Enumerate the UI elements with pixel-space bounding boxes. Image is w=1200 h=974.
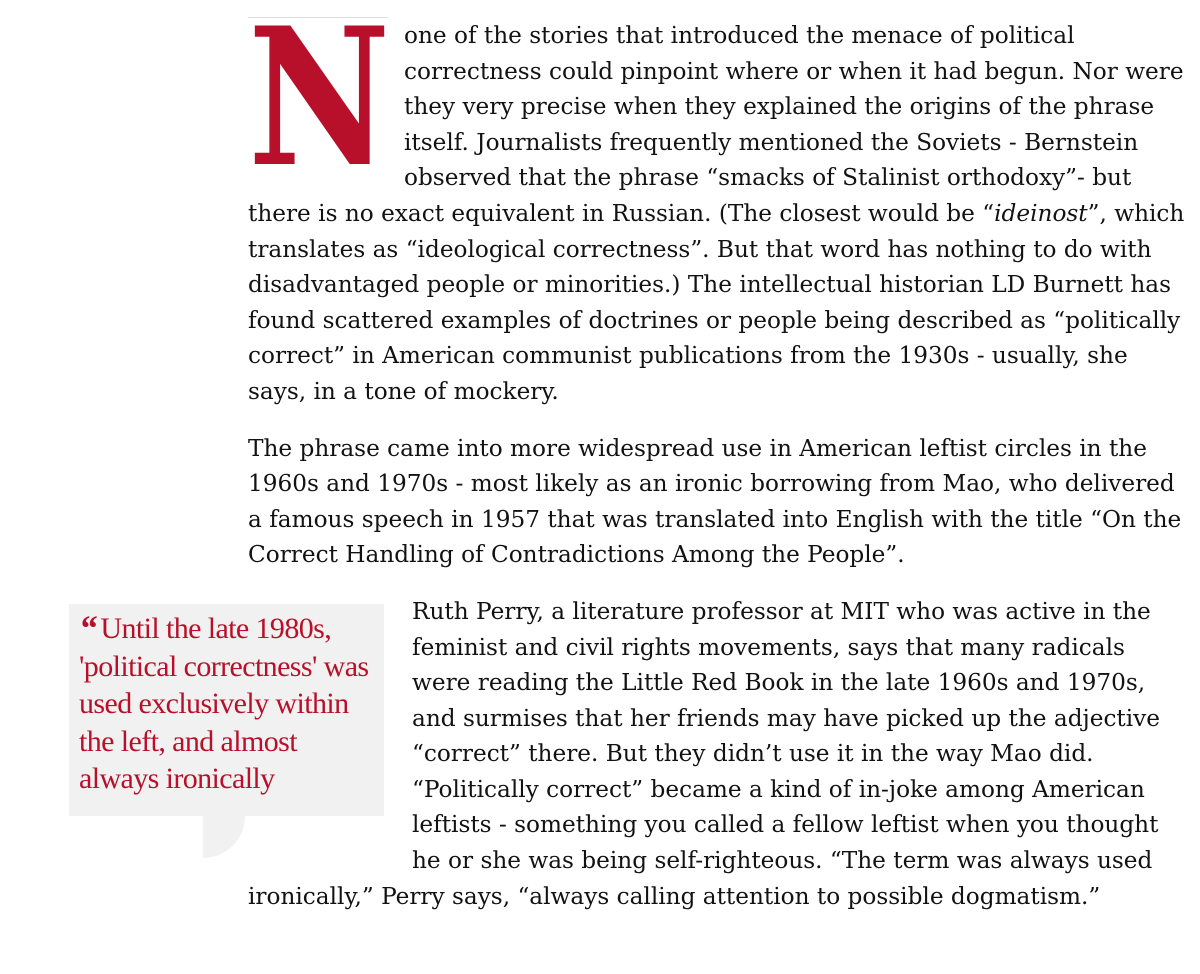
pull-quote [69, 604, 384, 816]
paragraph-2: The phrase came into more widespread use in American leftist circles in the 1960s and 1970s - most likely as an ironic borrowing from Mao, who delivered a famous speech in 1957 that was translated into English with the title “On the Correct Handling of Contradictions Among the People”. [248, 434, 1182, 569]
quote-mark-icon: “ [79, 607, 97, 648]
article-body [79, 0, 1188, 914]
paragraph-1-italic-word: ideinost [994, 199, 1088, 227]
pull-quote-text: Until the late 1980s, 'political correctness' was used exclusively within the left, and almost always ironically [79, 611, 369, 796]
paragraph-1-tail: ”, which translates as “ideological correctness”. But that word has nothing to do with disadvantaged people or minorities.) The intellectual historian LD Burnett has found scattered examples of doctrines or people being described as “politically correct” in American communist publications from the 1930s - usually, she says, in a tone of mockery. [248, 199, 1185, 405]
paragraph-3-block [79, 594, 1188, 914]
paragraph-1 [248, 0, 1188, 410]
pull-quote-tail [203, 816, 245, 858]
paragraph-3: Ruth Perry, a literature professor at MIT who was active in the feminist and civil rights movements, says that many radicals were reading the Little Red Book in the late 1960s and 1970s, and surmises that her friends may have picked up the adjective “correct” there. But they didn’t use it in the way Mao did. “Politically correct” became a kind of in-joke among American leftists - something you called a fellow leftist when you thought he or she was being self-righteous. “The term was always used ironically,” Perry says, “always calling attention to possible dogmatism.” [248, 597, 1160, 910]
drop-cap: N [248, 0, 388, 209]
paragraph-1-text: one of the stories that introduced the menace of political correctness could pinpoint where or when it had begun. Nor were they very precise when they explained the origins of the phrase itself. Journalists frequently mentioned the Soviets - Bernstein observed that the phrase “smacks of Stalinist orthodoxy”- but there is no exact equivalent in Russian. (The closest would be “ [248, 22, 1184, 227]
